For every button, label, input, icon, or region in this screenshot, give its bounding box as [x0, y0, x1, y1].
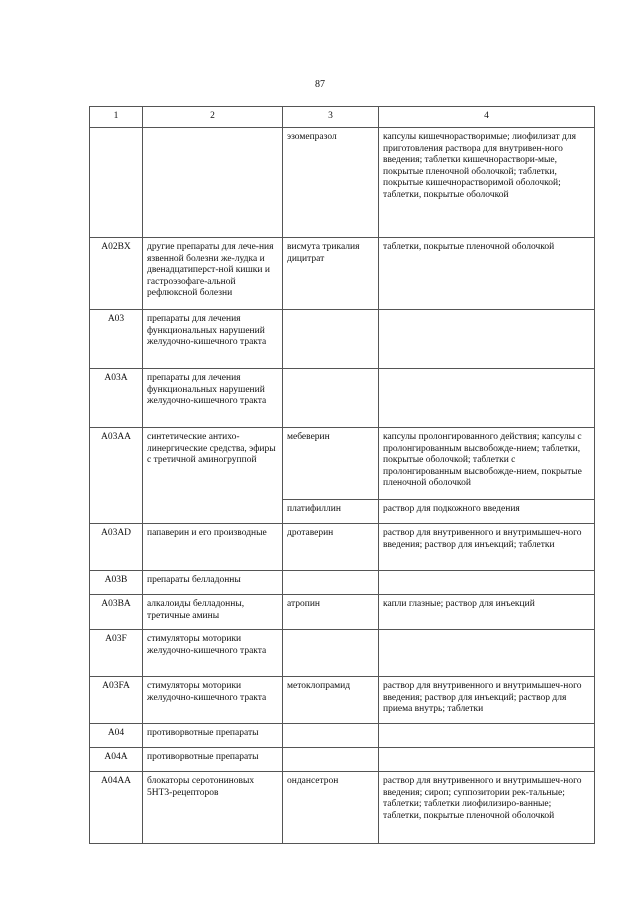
pharmacological-group: блокаторы серотониновых 5HT3-рецепторов — [143, 772, 283, 844]
column-header: 3 — [283, 107, 379, 128]
pharmacological-group: стимуляторы моторики желудочно-кишечного тракта — [143, 630, 283, 677]
active-substance — [283, 310, 379, 369]
atc-code: A03A — [90, 369, 143, 428]
active-substance — [283, 369, 379, 428]
table-row — [90, 524, 595, 571]
table-row — [90, 630, 595, 677]
atc-code: A04AA — [90, 772, 143, 844]
table-header-row — [90, 107, 595, 128]
active-substance: метоклопрамид — [283, 677, 379, 724]
atc-code: A04 — [90, 724, 143, 748]
active-substance: платифиллин — [283, 500, 379, 524]
dosage-forms — [379, 571, 595, 595]
table-row — [90, 571, 595, 595]
dosage-forms — [379, 369, 595, 428]
atc-code: A03AA — [90, 428, 143, 524]
dosage-forms: капсулы пролонгированного действия; капсулы с пролонгированным высвобожде-нием; таблетки, покрытые оболочкой; таблетки с пролонгированным высвобожде-нием, покрытые пленочной оболочкой — [379, 428, 595, 500]
pharmacological-group: синтетические антихо-линергические средства, эфиры с третичной аминогруппой — [143, 428, 283, 524]
active-substance: мебеверин — [283, 428, 379, 500]
atc-code: A03FA — [90, 677, 143, 724]
pharmacological-group: препараты белладонны — [143, 571, 283, 595]
atc-code: A03B — [90, 571, 143, 595]
active-substance: атропин — [283, 595, 379, 630]
table-row — [90, 369, 595, 428]
page-number: 87 — [315, 79, 325, 90]
dosage-forms: капсулы кишечнорастворимые; лиофилизат для приготовления раствора для внутривен-ного введения; таблетки кишечнораствори-мые, покрытые пленочной оболочкой; таблетки, покрытые кишечнорастворимой оболочкой; таблетки, покрытые оболочкой — [379, 128, 595, 238]
column-header: 4 — [379, 107, 595, 128]
table-row — [90, 428, 595, 500]
dosage-forms: капли глазные; раствор для инъекций — [379, 595, 595, 630]
pharmacological-group: препараты для лечения функциональных нарушений желудочно-кишечного тракта — [143, 310, 283, 369]
pharmacological-group: другие препараты для лече-ния язвенной болезни же-лудка и двенадцатиперст-ной кишки и гастроэзофаге-альной рефлюксной болезни — [143, 238, 283, 310]
dosage-forms — [379, 724, 595, 748]
dosage-forms: раствор для внутривенного и внутримышеч-ного введения; сироп; суппозитории рек-тальные; таблетки; таблетки лиофилизиро-ванные; таблетки, покрытые пленочной оболочкой — [379, 772, 595, 844]
table-row — [90, 310, 595, 369]
table-row — [90, 724, 595, 748]
dosage-forms: раствор для подкожного введения — [379, 500, 595, 524]
table-row — [90, 772, 595, 844]
dosage-forms: раствор для внутривенного и внутримышеч-ного введения; раствор для инъекций; таблетки — [379, 524, 595, 571]
pharmacological-group: стимуляторы моторики желудочно-кишечного тракта — [143, 677, 283, 724]
atc-code: A03 — [90, 310, 143, 369]
atc-code: A03AD — [90, 524, 143, 571]
active-substance: эзомепразол — [283, 128, 379, 238]
dosage-forms: таблетки, покрытые пленочной оболочкой — [379, 238, 595, 310]
table-row — [90, 128, 595, 238]
active-substance: ондансетрон — [283, 772, 379, 844]
active-substance: висмута трикалия дицитрат — [283, 238, 379, 310]
atc-code: A04A — [90, 748, 143, 772]
table-row — [90, 677, 595, 724]
column-header: 2 — [143, 107, 283, 128]
pharmacological-group: папаверин и его производные — [143, 524, 283, 571]
active-substance — [283, 724, 379, 748]
dosage-forms — [379, 630, 595, 677]
dosage-forms — [379, 748, 595, 772]
active-substance — [283, 748, 379, 772]
active-substance: дротаверин — [283, 524, 379, 571]
table-row — [90, 595, 595, 630]
table-row — [90, 748, 595, 772]
active-substance — [283, 630, 379, 677]
pharmacological-group — [143, 128, 283, 238]
drug-table — [89, 106, 595, 844]
dosage-forms — [379, 310, 595, 369]
pharmacological-group: противорвотные препараты — [143, 748, 283, 772]
column-header: 1 — [90, 107, 143, 128]
atc-code: A02BX — [90, 238, 143, 310]
pharmacological-group: алкалоиды белладонны, третичные амины — [143, 595, 283, 630]
pharmacological-group: препараты для лечения функциональных нарушений желудочно-кишечного тракта — [143, 369, 283, 428]
dosage-forms: раствор для внутривенного и внутримышеч-ного введения; раствор для инъекций; раствор для приема внутрь; таблетки — [379, 677, 595, 724]
atc-code — [90, 128, 143, 238]
table-row — [90, 238, 595, 310]
active-substance — [283, 571, 379, 595]
atc-code: A03F — [90, 630, 143, 677]
pharmacological-group: противорвотные препараты — [143, 724, 283, 748]
atc-code: A03BA — [90, 595, 143, 630]
